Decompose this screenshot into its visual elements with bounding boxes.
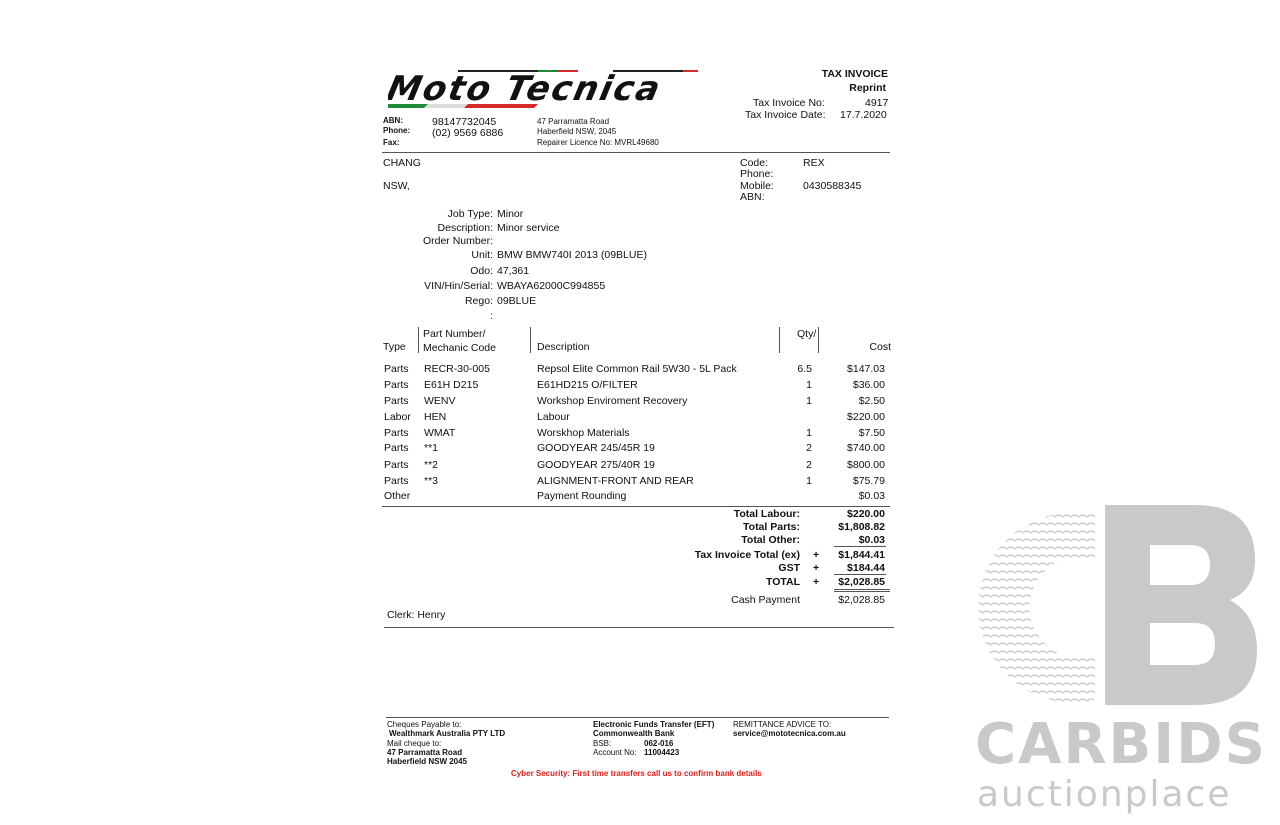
invoice-no: 4917 xyxy=(865,97,889,109)
plus-sign: + xyxy=(813,576,820,588)
total-other: $0.03 xyxy=(858,534,885,546)
customer-name: CHANG xyxy=(383,157,421,169)
row-type: Labor xyxy=(384,411,411,423)
phone-value: (02) 9569 6886 xyxy=(432,127,504,139)
row-description: GOODYEAR 245/45R 19 xyxy=(537,442,655,454)
row-qty: 6.5 xyxy=(797,363,812,375)
doc-title: TAX INVOICE xyxy=(821,68,888,80)
divider xyxy=(382,152,890,153)
col-divider xyxy=(779,327,780,353)
col-mechanic-code: Mechanic Code xyxy=(423,342,496,354)
row-cost: $36.00 xyxy=(852,379,885,391)
bsb-label: BSB: xyxy=(593,739,612,748)
row-description: E61HD215 O/FILTER xyxy=(537,379,638,391)
vin-value: WBAYA62000C994855 xyxy=(497,280,606,292)
row-qty: 1 xyxy=(806,379,812,391)
col-cost: Cost xyxy=(869,341,891,353)
row-cost: $740.00 xyxy=(847,442,885,454)
invoice-date: 17.7.2020 xyxy=(840,109,887,121)
row-type: Parts xyxy=(384,363,409,375)
bank-name: Commonwealth Bank xyxy=(593,729,675,738)
row-code: **2 xyxy=(424,459,439,471)
row-cost: $2.50 xyxy=(858,395,885,407)
account-label: Account No: xyxy=(593,748,637,757)
account-value: 11004423 xyxy=(644,748,680,757)
unit-value: BMW BMW740I 2013 (09BLUE) xyxy=(497,249,647,261)
repairer-licence: Repairer Licence No: MVRL49680 xyxy=(537,138,659,147)
row-cost: $75.79 xyxy=(852,475,885,487)
address-line1: 47 Parramatta Road xyxy=(537,117,610,126)
total-other-label: Total Other: xyxy=(741,534,800,546)
eft-title: Electronic Funds Transfer (EFT) xyxy=(593,720,715,729)
total-ex: $1,844.41 xyxy=(838,549,885,561)
row-code: HEN xyxy=(424,411,447,423)
divider xyxy=(382,506,890,507)
underline xyxy=(834,589,890,590)
order-number-label: Order Number: xyxy=(422,235,493,247)
col-type: Type xyxy=(383,341,406,353)
job-description: Minor service xyxy=(497,222,560,234)
row-type: Parts xyxy=(384,395,409,407)
payment-label: Cash Payment xyxy=(731,594,800,606)
row-description: Repsol Elite Common Rail 5W30 - 5L Pack xyxy=(537,363,737,375)
unit-label: Unit: xyxy=(471,249,493,261)
total-parts-label: Total Parts: xyxy=(743,521,800,533)
total-parts: $1,808.82 xyxy=(838,521,885,533)
row-qty: 1 xyxy=(806,427,812,439)
row-description: ALIGNMENT-FRONT AND REAR xyxy=(537,475,694,487)
company-logo xyxy=(388,68,713,110)
row-cost: $800.00 xyxy=(847,459,885,471)
row-type: Other xyxy=(384,490,411,502)
row-type: Parts xyxy=(384,379,409,391)
bsb-value: 062-016 xyxy=(644,739,674,748)
job-type-label: Job Type: xyxy=(447,208,493,220)
row-qty: 1 xyxy=(806,475,812,487)
odo-label: Odo: xyxy=(470,265,493,277)
cheques-label: Cheques Payable to: xyxy=(387,720,462,729)
row-code: **3 xyxy=(424,475,439,487)
remittance-label: REMITTANCE ADVICE TO: xyxy=(733,720,832,729)
row-qty: 2 xyxy=(806,459,812,471)
gst-label: GST xyxy=(778,562,800,574)
rego-label: Rego: xyxy=(464,295,493,307)
col-qty: Qty/ xyxy=(797,328,817,340)
cheques-name: Wealthmark Australia PTY LTD xyxy=(389,729,506,738)
watermark-word2: auctionplace xyxy=(977,774,1232,815)
description-label: Description: xyxy=(437,222,493,234)
col-divider xyxy=(818,327,819,353)
mail-address1: 47 Parramatta Road xyxy=(387,748,463,757)
rego-value: 09BLUE xyxy=(497,295,537,307)
remittance-email: service@mototecnica.com.au xyxy=(733,729,846,738)
address-line2: Haberfield NSW, 2045 xyxy=(537,127,617,136)
col-divider xyxy=(418,327,419,353)
row-cost: $147.03 xyxy=(847,363,885,375)
footer-divider xyxy=(386,717,889,718)
customer-state: NSW, xyxy=(383,180,410,192)
code-label: Code: xyxy=(740,157,769,169)
vin-label: VIN/Hin/Serial: xyxy=(424,280,493,292)
phone-label: Phone: xyxy=(383,126,411,135)
svg-text:Moto Tecnica: Moto Tecnica xyxy=(388,69,666,109)
customer-abn-label: ABN: xyxy=(740,191,765,203)
clerk: Clerk: Henry xyxy=(387,609,446,621)
row-description: Labour xyxy=(537,411,570,423)
odo-value: 47,361 xyxy=(497,265,530,277)
abn-label: ABN: xyxy=(383,116,403,125)
code-value: REX xyxy=(803,157,825,169)
plus-sign: + xyxy=(813,562,820,574)
fax-label: Fax: xyxy=(383,138,400,147)
mobile-value: 0430588345 xyxy=(803,180,862,192)
carbids-watermark xyxy=(970,500,1270,820)
row-description: Worskhop Materials xyxy=(537,427,630,439)
row-type: Parts xyxy=(384,442,409,454)
row-description: Workshop Enviroment Recovery xyxy=(537,395,688,407)
col-description: Description xyxy=(537,341,590,353)
job-type: Minor xyxy=(497,208,524,220)
mail-address2: Haberfield NSW 2045 xyxy=(387,757,468,766)
invoice-no-label: Tax Invoice No: xyxy=(753,97,825,109)
underline xyxy=(834,591,890,592)
watermark-word1: CARBIDS xyxy=(975,712,1267,777)
row-code: E61H D215 xyxy=(424,379,479,391)
col-divider xyxy=(530,327,531,353)
total-ex-label: Tax Invoice Total (ex) xyxy=(694,549,800,561)
mobile-label: Mobile: xyxy=(740,180,774,192)
row-code: WENV xyxy=(424,395,456,407)
row-description: Payment Rounding xyxy=(537,490,627,502)
total-labour-label: Total Labour: xyxy=(733,508,800,520)
row-type: Parts xyxy=(384,475,409,487)
underline xyxy=(834,574,886,575)
row-description: GOODYEAR 275/40R 19 xyxy=(537,459,655,471)
divider xyxy=(384,627,894,628)
reprint-label: Reprint xyxy=(849,82,886,94)
plus-sign: + xyxy=(813,549,820,561)
row-type: Parts xyxy=(384,427,409,439)
underline xyxy=(834,546,886,547)
customer-phone-label: Phone: xyxy=(740,168,774,180)
cyber-security-notice: Cyber Security: First time transfers call us to confirm bank details xyxy=(511,769,762,778)
col-part-number: Part Number/ xyxy=(423,328,486,340)
row-cost: $0.03 xyxy=(858,490,885,502)
row-code: **1 xyxy=(424,442,439,454)
row-qty: 1 xyxy=(806,395,812,407)
invoice-date-label: Tax Invoice Date: xyxy=(745,109,826,121)
payment-value: $2,028.85 xyxy=(838,594,885,606)
row-qty: 2 xyxy=(806,442,812,454)
total-label: TOTAL xyxy=(765,576,800,588)
gst-value: $184.44 xyxy=(847,562,885,574)
row-cost: $220.00 xyxy=(847,411,885,423)
row-code: RECR-30-005 xyxy=(424,363,490,375)
total-labour: $220.00 xyxy=(847,508,885,520)
row-type: Parts xyxy=(384,459,409,471)
blank-label: : xyxy=(490,310,493,322)
abn-value: 98147732045 xyxy=(432,116,497,128)
total-value: $2,028.85 xyxy=(838,576,885,588)
row-cost: $7.50 xyxy=(858,427,885,439)
mail-label: Mail cheque to: xyxy=(387,739,442,748)
row-code: WMAT xyxy=(424,427,456,439)
